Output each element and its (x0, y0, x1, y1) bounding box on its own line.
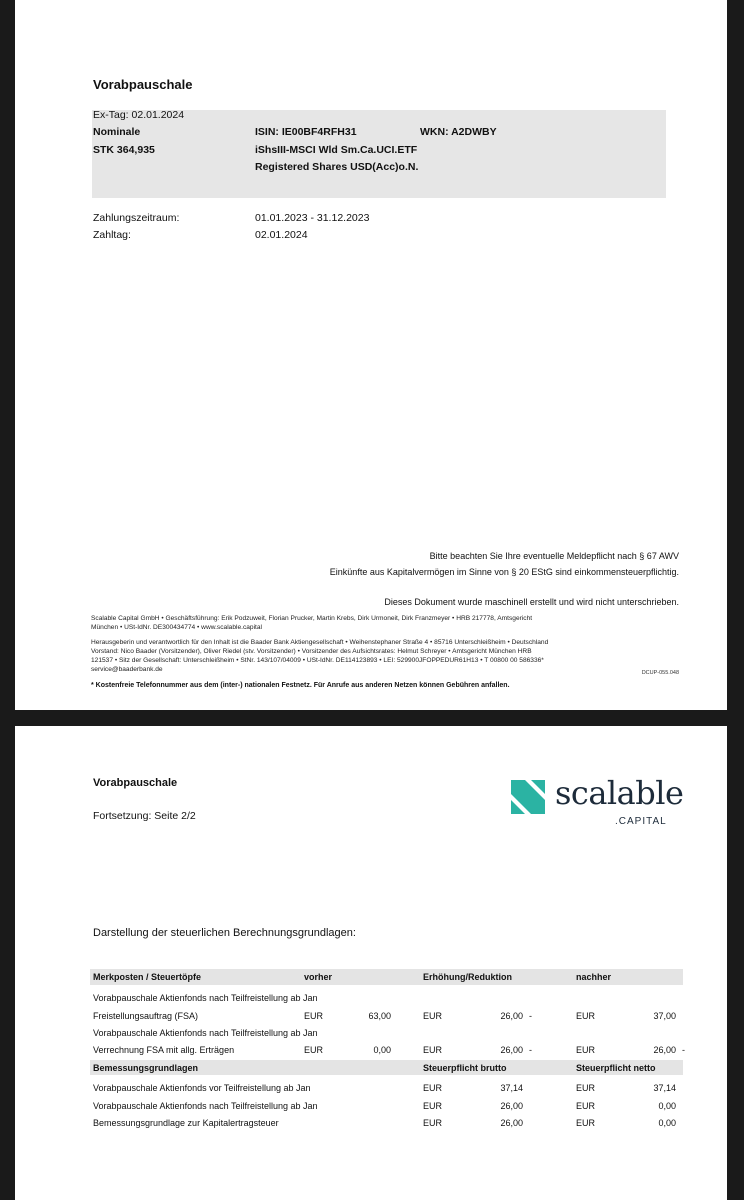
nachher-currency: EUR (576, 1045, 596, 1055)
page-title: Vorabpauschale (93, 77, 193, 92)
erhoehung-currency: EUR (423, 1045, 443, 1055)
nachher-sign: - (682, 1045, 685, 1055)
vorher-currency: EUR (304, 1045, 324, 1055)
logo-wordmark: scalable (555, 774, 684, 812)
document-page-2 (15, 726, 727, 1200)
vorher-currency: EUR (304, 1011, 324, 1021)
nachher-value: 37,00 (653, 1011, 676, 1021)
netto-value: 0,00 (658, 1101, 676, 1111)
footer-baader-line4: service@baaderbank.de (91, 666, 163, 673)
brutto-value: 26,00 (500, 1101, 523, 1111)
erhoehung-value: 26,00 (500, 1011, 523, 1021)
header-steuerpflicht-netto: Steuerpflicht netto (576, 1063, 656, 1073)
table-row-label: Vorabpauschale Aktienfonds nach Teilfreistellung ab Jan (93, 1101, 318, 1111)
document-page-1 (15, 0, 727, 710)
zahlungszeitraum-value: 01.01.2023 - 31.12.2023 (255, 212, 370, 224)
vorher-value: 63,00 (368, 1011, 391, 1021)
brutto-currency: EUR (423, 1118, 443, 1128)
zahltag-label: Zahltag: (93, 229, 131, 241)
header-merkposten: Merkposten / Steuertöpfe (93, 972, 202, 982)
erhoehung-currency: EUR (423, 1011, 443, 1021)
security-name-line2: Registered Shares USD(Acc)o.N. (255, 161, 419, 173)
vorher-value: 0,00 (373, 1045, 391, 1055)
table-row-label: Vorabpauschale Aktienfonds nach Teilfreistellung ab Jan (93, 993, 318, 1003)
erhoehung-sign: - (529, 1011, 532, 1021)
erhoehung-sign: - (529, 1045, 532, 1055)
maschinell-note: Dieses Dokument wurde maschinell erstellt und wird nicht unterschrieben. (384, 597, 679, 607)
footer-baader-line2: Vorstand: Nico Baader (Vorsitzender), Oliver Riedel (stv. Vorsitzender) • Vorsitzender des Aufsichtsrates: Helmut Schreyer • Amtsgericht München HRB (91, 648, 532, 655)
zahlungszeitraum-label: Zahlungszeitraum: (93, 212, 180, 224)
continuation-note: Fortsetzung: Seite 2/2 (93, 810, 196, 822)
netto-currency: EUR (576, 1083, 596, 1093)
logo-subtitle: .CAPITAL (615, 816, 667, 827)
table-row-label: Freistellungsauftrag (FSA) (93, 1011, 199, 1021)
footer-baader-line3: 121537 • Sitz der Gesellschaft: Unterschleißheim • StNr. 143/107/04009 • USt-IdNr. DE114123893 • LEI: 529900JFOPPEDUR61H13 • T 00800 00 586336* (91, 657, 544, 664)
brutto-value: 37,14 (500, 1083, 523, 1093)
footer-baader-line1: Herausgeberin und verantwortlich für den Inhalt ist die Baader Bank Aktiengesellschaft • Weihenstephaner Straße 4 • 85716 Unterschleißheim • Deutschland (91, 639, 549, 646)
netto-currency: EUR (576, 1101, 596, 1111)
einkuenfte-note: Einkünfte aus Kapitalvermögen im Sinne von § 20 EStG sind einkommensteuerpflichtig. (329, 567, 679, 577)
table-row-label: Bemessungsgrundlage zur Kapitalertragsteuer (93, 1118, 279, 1128)
netto-currency: EUR (576, 1118, 596, 1128)
erhoehung-value: 26,00 (500, 1045, 523, 1055)
nominale-label: Nominale (93, 126, 141, 138)
security-name-line1: iShsIII-MSCI Wld Sm.Ca.UCI.ETF (255, 144, 418, 156)
header-steuerpflicht-brutto: Steuerpflicht brutto (423, 1063, 507, 1073)
table-row-label: Vorabpauschale Aktienfonds vor Teilfreistellung ab Jan (93, 1083, 311, 1093)
footer-scalable-line2: München • USt-IdNr. DE300434774 • www.scalable.capital (91, 624, 263, 631)
wkn: WKN: A2DWBY (420, 126, 497, 138)
table-row-label: Verrechnung FSA mit allg. Erträgen (93, 1045, 235, 1055)
header-erhoehung: Erhöhung/Reduktion (423, 972, 512, 982)
ex-tag: Ex-Tag: 02.01.2024 (93, 109, 185, 121)
brutto-currency: EUR (423, 1083, 443, 1093)
nachher-currency: EUR (576, 1011, 596, 1021)
free-phone-note: * Kostenfreie Telefonnummer aus dem (inter-) nationalen Festnetz. Für Anrufe aus anderen Netzen können Gebühren anfallen. (91, 682, 510, 689)
zahltag-value: 02.01.2024 (255, 229, 308, 241)
footer-scalable-line1: Scalable Capital GmbH • Geschäftsführung: Erik Podzuweit, Florian Prucker, Martin Krebs, Dirk Urmoneit, Dirk Franzmeyer • HRB 217778, Amtsgericht (91, 615, 533, 622)
doc-code: DCUP-055.048 (641, 670, 679, 676)
table-row-label: Vorabpauschale Aktienfonds nach Teilfreistellung ab Jan (93, 1028, 318, 1038)
netto-value: 37,14 (653, 1083, 676, 1093)
scalable-logo-icon (511, 780, 545, 814)
brutto-value: 26,00 (500, 1118, 523, 1128)
header-bemessungsgrundlagen: Bemessungsgrundlagen (93, 1063, 199, 1073)
section-title: Darstellung der steuerlichen Berechnungsgrundlagen: (93, 927, 356, 939)
netto-value: 0,00 (658, 1118, 676, 1128)
page-title: Vorabpauschale (93, 777, 178, 789)
nachher-value: 26,00 (653, 1045, 676, 1055)
isin: ISIN: IE00BF4RFH31 (255, 126, 357, 138)
header-nachher: nachher (576, 972, 612, 982)
header-vorher: vorher (304, 972, 333, 982)
brutto-currency: EUR (423, 1101, 443, 1111)
meldepflicht-note: Bitte beachten Sie Ihre eventuelle Meldepflicht nach § 67 AWV (429, 551, 679, 561)
nominale-value: STK 364,935 (93, 144, 155, 156)
